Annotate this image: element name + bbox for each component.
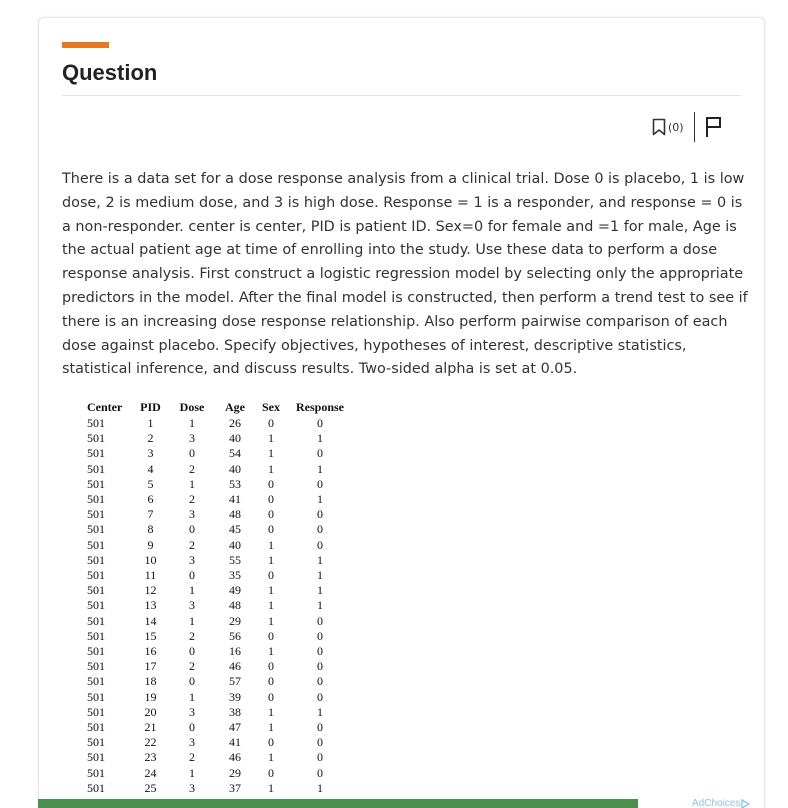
table-row [84,781,353,796]
table-row [84,583,353,598]
dose-response-table [84,400,353,796]
table-body [84,416,353,796]
cell-sex: 0 [268,674,274,689]
cell-sex: 0 [268,522,274,537]
cell-dose: 2 [189,659,195,674]
cell-sex: 0 [268,476,274,491]
cell-center: 501 [87,613,105,628]
cell-pid: 19 [144,689,157,704]
cell-response: 0 [317,446,323,461]
page-title: Question [62,60,158,85]
cell-sex: 0 [268,659,274,674]
cell-pid: 14 [144,613,157,628]
header-center: Center [87,400,123,415]
cell-sex: 1 [268,598,274,613]
cell-dose: 0 [189,644,195,659]
table-row [84,750,353,765]
cell-dose: 1 [189,476,195,491]
cell-age: 53 [229,476,241,491]
cell-dose: 1 [189,765,195,780]
cell-pid: 25 [144,780,157,795]
cell-dose: 0 [189,522,195,537]
cell-response: 0 [317,644,323,659]
cell-center: 501 [87,446,105,461]
table-row [84,416,353,431]
cell-pid: 18 [144,674,157,689]
cell-age: 41 [229,492,241,507]
cell-center: 501 [87,431,105,446]
cell-response: 0 [317,628,323,643]
cell-sex: 1 [268,461,274,476]
header-pid: PID [140,400,161,415]
cell-pid: 13 [144,598,157,613]
cell-age: 37 [229,780,241,795]
cell-sex: 0 [268,628,274,643]
table-row [84,674,353,689]
table-row [84,720,353,735]
cell-dose: 2 [189,537,195,552]
table-row [84,659,353,674]
cell-center: 501 [87,780,105,795]
cell-sex: 0 [268,689,274,704]
cell-age: 55 [229,552,241,567]
cell-age: 54 [229,446,241,461]
cell-pid: 22 [144,735,157,750]
table-row [84,507,353,522]
adchoices-label: AdChoices [692,798,741,808]
cell-sex: 1 [268,537,274,552]
adchoices-icon [740,799,750,808]
cell-age: 48 [229,507,241,522]
cell-sex: 1 [268,704,274,719]
cell-sex: 1 [268,613,274,628]
bookmark-icon [652,118,666,136]
cell-dose: 3 [189,552,195,567]
cell-dose: 3 [189,735,195,750]
cell-sex: 0 [268,507,274,522]
cell-center: 501 [87,552,105,567]
cell-pid: 1 [147,416,154,430]
table-row [84,735,353,750]
table-header-row [84,400,353,416]
cell-dose: 1 [189,583,195,598]
header-age: Age [225,400,245,415]
table-row [84,522,353,537]
cell-response: 1 [317,780,323,795]
cell-dose: 0 [189,674,195,689]
cell-pid: 4 [147,461,154,476]
cell-response: 0 [317,720,323,735]
cell-response: 0 [317,659,323,674]
cell-center: 501 [87,461,105,476]
cell-response: 1 [317,704,323,719]
cell-center: 501 [87,735,105,750]
cell-response: 0 [317,674,323,689]
cell-center: 501 [87,644,105,659]
cell-age: 40 [229,431,241,446]
cell-age: 40 [229,461,241,476]
cell-sex: 1 [268,644,274,659]
title-accent-bar [62,42,109,48]
cell-response: 0 [317,613,323,628]
bookmark-count: (0) [668,120,684,134]
cell-response: 0 [317,537,323,552]
cell-age: 46 [229,750,241,765]
cell-sex: 1 [268,552,274,567]
cell-dose: 1 [189,613,195,628]
cell-response: 0 [317,416,323,430]
table-row [84,446,353,461]
cell-pid: 17 [144,659,157,674]
cell-age: 16 [229,644,241,659]
cell-center: 501 [87,492,105,507]
cell-pid: 3 [147,446,154,461]
cell-response: 0 [317,507,323,522]
cell-sex: 1 [268,431,274,446]
cell-center: 501 [87,765,105,780]
cell-age: 29 [229,765,241,780]
table-row [84,492,353,507]
cell-pid: 2 [147,431,154,446]
cell-pid: 5 [147,476,154,491]
cell-pid: 11 [144,568,157,583]
cell-sex: 0 [268,568,274,583]
table-row [84,766,353,781]
header-sex: Sex [262,400,280,415]
cell-sex: 1 [268,720,274,735]
cell-age: 41 [229,735,241,750]
cell-response: 1 [317,431,323,446]
cell-sex: 1 [268,446,274,461]
cell-response: 1 [317,568,323,583]
table-row [84,477,353,492]
cell-pid: 10 [144,552,157,567]
cell-age: 35 [229,568,241,583]
cell-center: 501 [87,583,105,598]
cell-center: 501 [87,507,105,522]
cell-sex: 1 [268,583,274,598]
cell-sex: 0 [268,735,274,750]
cell-dose: 3 [189,431,195,446]
cell-pid: 20 [144,704,157,719]
cell-center: 501 [87,568,105,583]
cell-sex: 1 [268,780,274,795]
cell-dose: 2 [189,628,195,643]
table-row [84,629,353,644]
cell-response: 1 [317,552,323,567]
table-row [84,553,353,568]
adchoices-link[interactable] [692,798,750,808]
cell-center: 501 [87,659,105,674]
flag-button[interactable] [705,116,723,138]
cell-center: 501 [87,416,105,430]
cell-age: 57 [229,674,241,689]
cell-pid: 16 [144,644,157,659]
cell-sex: 0 [268,765,274,780]
cell-sex: 1 [268,750,274,765]
table-row [84,644,353,659]
cell-age: 48 [229,598,241,613]
cell-age: 47 [229,720,241,735]
cell-age: 49 [229,583,241,598]
table-row [84,705,353,720]
cell-response: 0 [317,689,323,704]
cell-dose: 3 [189,780,195,795]
cell-response: 1 [317,492,323,507]
cell-pid: 12 [144,583,157,598]
cell-dose: 2 [189,461,195,476]
table-row [84,462,353,477]
cell-center: 501 [87,628,105,643]
cell-center: 501 [87,598,105,613]
cell-center: 501 [87,720,105,735]
cell-dose: 0 [189,568,195,583]
title-divider [62,95,742,96]
cell-response: 0 [317,750,323,765]
cell-dose: 1 [189,689,195,704]
cell-pid: 7 [147,507,154,522]
cell-pid: 8 [147,522,154,537]
cell-center: 501 [87,704,105,719]
cell-dose: 0 [189,720,195,735]
cell-response: 0 [317,522,323,537]
cell-pid: 6 [147,492,154,507]
question-text: There is a data set for a dose response analysis from a clinical trial. Dose 0 is placebo, 1 is low dose, 2 is medium dose, and 3 is high dose. Response = 1 is a responder, and response = 0 is a non-responder. center is center, PID is patient ID. Sex=0 for female and =1 for male, Age is the actual patient age at time of enrolling into the study. Use these data to perform a dose response analysis. First construct a logistic regression model by selecting only the appropriate predictors in the model. After the final model is constructed, then perform a trend test to see if there is an increasing dose response relationship. Also perform pairwise comparison of each dose against placebo. Specify objectives, hypotheses of interest, descriptive statistics, statistical inference, and discuss results. Two-sided alpha is set at 0.05. [62,171,748,378]
cell-sex: 0 [268,416,274,430]
cell-age: 46 [229,659,241,674]
table-row [84,568,353,583]
question-card [38,17,765,808]
cell-dose: 2 [189,492,195,507]
cell-center: 501 [87,476,105,491]
flag-icon [705,116,723,138]
cell-response: 1 [317,583,323,598]
cell-age: 40 [229,537,241,552]
cell-response: 1 [317,598,323,613]
cell-age: 26 [229,416,241,430]
cell-dose: 2 [189,750,195,765]
cell-age: 56 [229,628,241,643]
actions-separator [694,112,695,142]
cell-center: 501 [87,689,105,704]
cell-age: 29 [229,613,241,628]
table-row [84,614,353,629]
cell-dose: 3 [189,704,195,719]
cell-sex: 0 [268,492,274,507]
cell-response: 0 [317,765,323,780]
cell-pid: 23 [144,750,157,765]
cell-dose: 0 [189,446,195,461]
cell-age: 38 [229,704,241,719]
cell-dose: 3 [189,598,195,613]
question-actions [652,112,723,142]
cell-pid: 15 [144,628,157,643]
header-response: Response [295,400,344,415]
table-row [84,690,353,705]
cell-dose: 1 [189,416,195,430]
cell-center: 501 [87,674,105,689]
table-row [84,598,353,613]
cell-response: 0 [317,476,323,491]
cell-response: 0 [317,735,323,750]
cell-dose: 3 [189,507,195,522]
cell-pid: 24 [144,765,157,780]
cell-age: 45 [229,522,241,537]
ad-banner-bar [38,799,638,808]
cell-pid: 9 [147,537,154,552]
cell-center: 501 [87,537,105,552]
cell-center: 501 [87,522,105,537]
table-row [84,431,353,446]
cell-response: 1 [317,461,323,476]
bookmark-button[interactable] [652,118,684,136]
table-row [84,538,353,553]
header-dose: Dose [179,400,205,415]
cell-age: 39 [229,689,241,704]
cell-pid: 21 [144,720,157,735]
cell-center: 501 [87,750,105,765]
